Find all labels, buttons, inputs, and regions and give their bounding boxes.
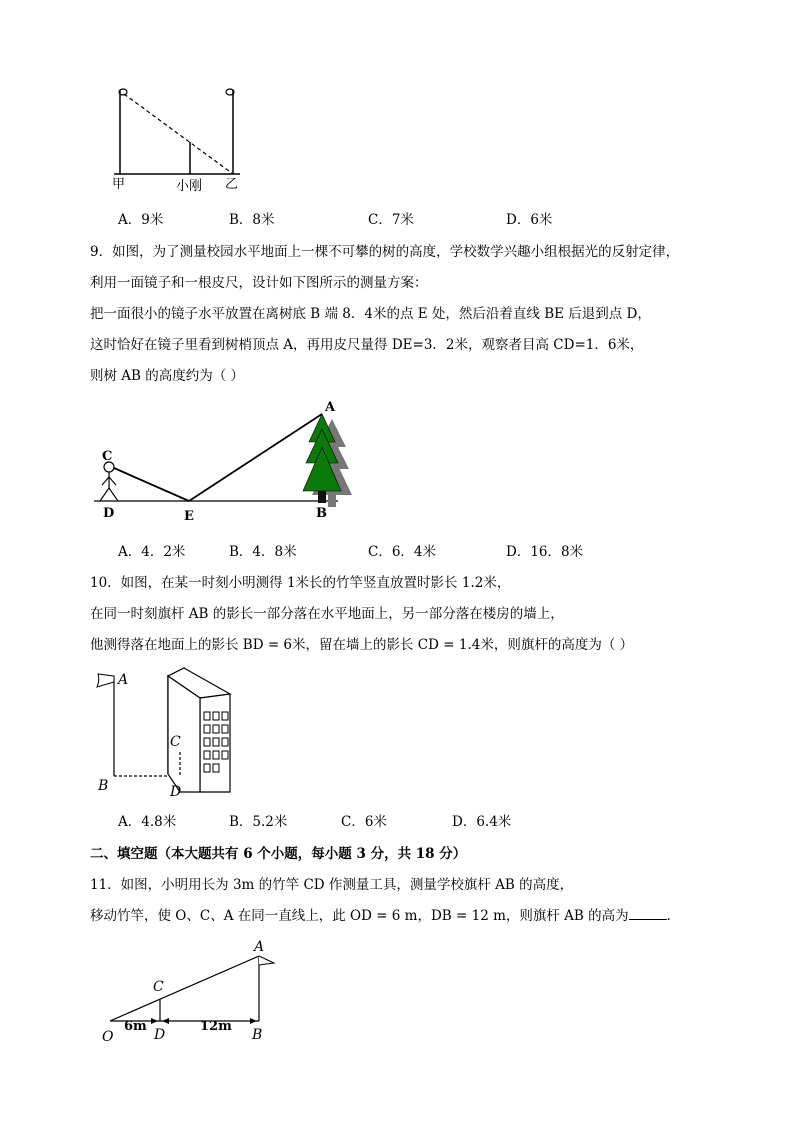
observer-leg-r xyxy=(109,488,118,501)
label-b: B xyxy=(98,778,109,794)
q11-line-2-end: ． xyxy=(666,908,681,924)
q11-figure xyxy=(96,935,296,1047)
q10-option-c: C．6米 xyxy=(341,814,387,830)
q10-option-d: D．6.4米 xyxy=(452,814,512,830)
q9-line-1: 9．如图，为了测量校园水平地面上一棵不可攀的树的高度，学校数学兴趣小组根据光的反射定律， xyxy=(90,244,680,260)
observer-arm-l xyxy=(102,477,109,485)
q9-option-a: A．4．2米 xyxy=(118,544,186,560)
q11-line-1: 11．如图，小明用长为 3m 的竹竿 CD 作测量工具，测量学校旗杆 AB 的高度， xyxy=(90,877,574,893)
q8-option-c: C．7米 xyxy=(368,212,414,228)
q8-option-b: B．8米 xyxy=(229,212,275,228)
line-oa xyxy=(110,956,259,1021)
arrow-db-right xyxy=(250,1018,257,1024)
label-d: D xyxy=(170,784,182,800)
observer-arm-r xyxy=(109,477,116,485)
q10-option-a: A．4.8米 xyxy=(118,814,177,830)
label-c: C xyxy=(170,734,181,750)
q9-option-b: B．4．8米 xyxy=(229,544,297,560)
q9-figure xyxy=(88,395,368,530)
q9-line-3: 把一面很小的镜子水平放置在离树底 B 端 8．4米的点 E 处，然后沿着直线 BE 后退到点 D， xyxy=(90,306,651,322)
label-d: D xyxy=(103,506,115,521)
label-d: D xyxy=(154,1027,166,1043)
q9-line-5: 则树 AB 的高度约为（ ） xyxy=(90,368,245,384)
q11-line-2-text: 移动竹竿，使 O、C、A 在同一直线上，此 OD = 6 m，DB = 12 m，则旗杆 AB 的高为 xyxy=(90,908,629,924)
q10-line-2: 在同一时刻旗杆 AB 的影长一部分落在水平地面上，另一部分落在楼房的墙上， xyxy=(90,606,564,622)
ray-ea xyxy=(189,414,322,501)
q10-figure xyxy=(92,662,252,802)
q8-option-a: A．9米 xyxy=(118,212,164,228)
q10-option-b: B．5.2米 xyxy=(229,814,288,830)
q10-line-3: 他测得落在地面上的影长 BD = 6米，留在墙上的影长 CD = 1.4米，则旗杆的高度为（ ） xyxy=(90,637,634,653)
flag xyxy=(97,674,114,687)
label-a: A xyxy=(118,672,129,688)
q8-option-d: D．6米 xyxy=(506,212,553,228)
q11-answer-blank[interactable] xyxy=(629,907,667,920)
light-ray xyxy=(124,94,233,174)
label-b: B xyxy=(252,1027,263,1043)
arrow-db-left xyxy=(162,1018,169,1024)
arrow-od-right xyxy=(151,1018,158,1024)
label-xiaogang: 小刚 xyxy=(176,179,203,194)
label-a: A xyxy=(325,400,336,415)
q9-line-4: 这时恰好在镜子里看到树梢顶点 A，再用皮尺量得 DE=3．2米，观察者目高 CD=1．6米， xyxy=(90,337,644,353)
observer-leg-l xyxy=(100,488,109,501)
label-yi: 乙 xyxy=(225,177,239,192)
label-e: E xyxy=(184,509,194,524)
label-b: B xyxy=(316,506,327,521)
flag xyxy=(259,956,274,965)
q11-line-2 xyxy=(90,904,680,924)
ray-ce xyxy=(114,468,189,501)
q9-option-c: C．6．4米 xyxy=(368,544,437,560)
section2-title: 二、填空题（本大题共有 6 个小题，每小题 3 分，共 18 分） xyxy=(90,846,467,862)
label-seg-od: 6m xyxy=(124,1019,147,1034)
q9-line-2: 利用一面镜子和一根皮尺，设计如下图所示的测量方案： xyxy=(90,275,428,291)
label-o: O xyxy=(102,1029,114,1045)
label-c: C xyxy=(102,449,113,464)
q9-option-d: D．16．8米 xyxy=(506,544,584,560)
label-seg-db: 12m xyxy=(200,1019,232,1034)
label-jia: 甲 xyxy=(112,177,126,192)
label-c: C xyxy=(153,979,164,995)
q10-line-1: 10．如图，在某一时刻小明测得 1米长的竹竿竖直放置时影长 1.2米， xyxy=(90,575,511,591)
q8-figure xyxy=(100,82,260,194)
label-a: A xyxy=(254,939,265,955)
